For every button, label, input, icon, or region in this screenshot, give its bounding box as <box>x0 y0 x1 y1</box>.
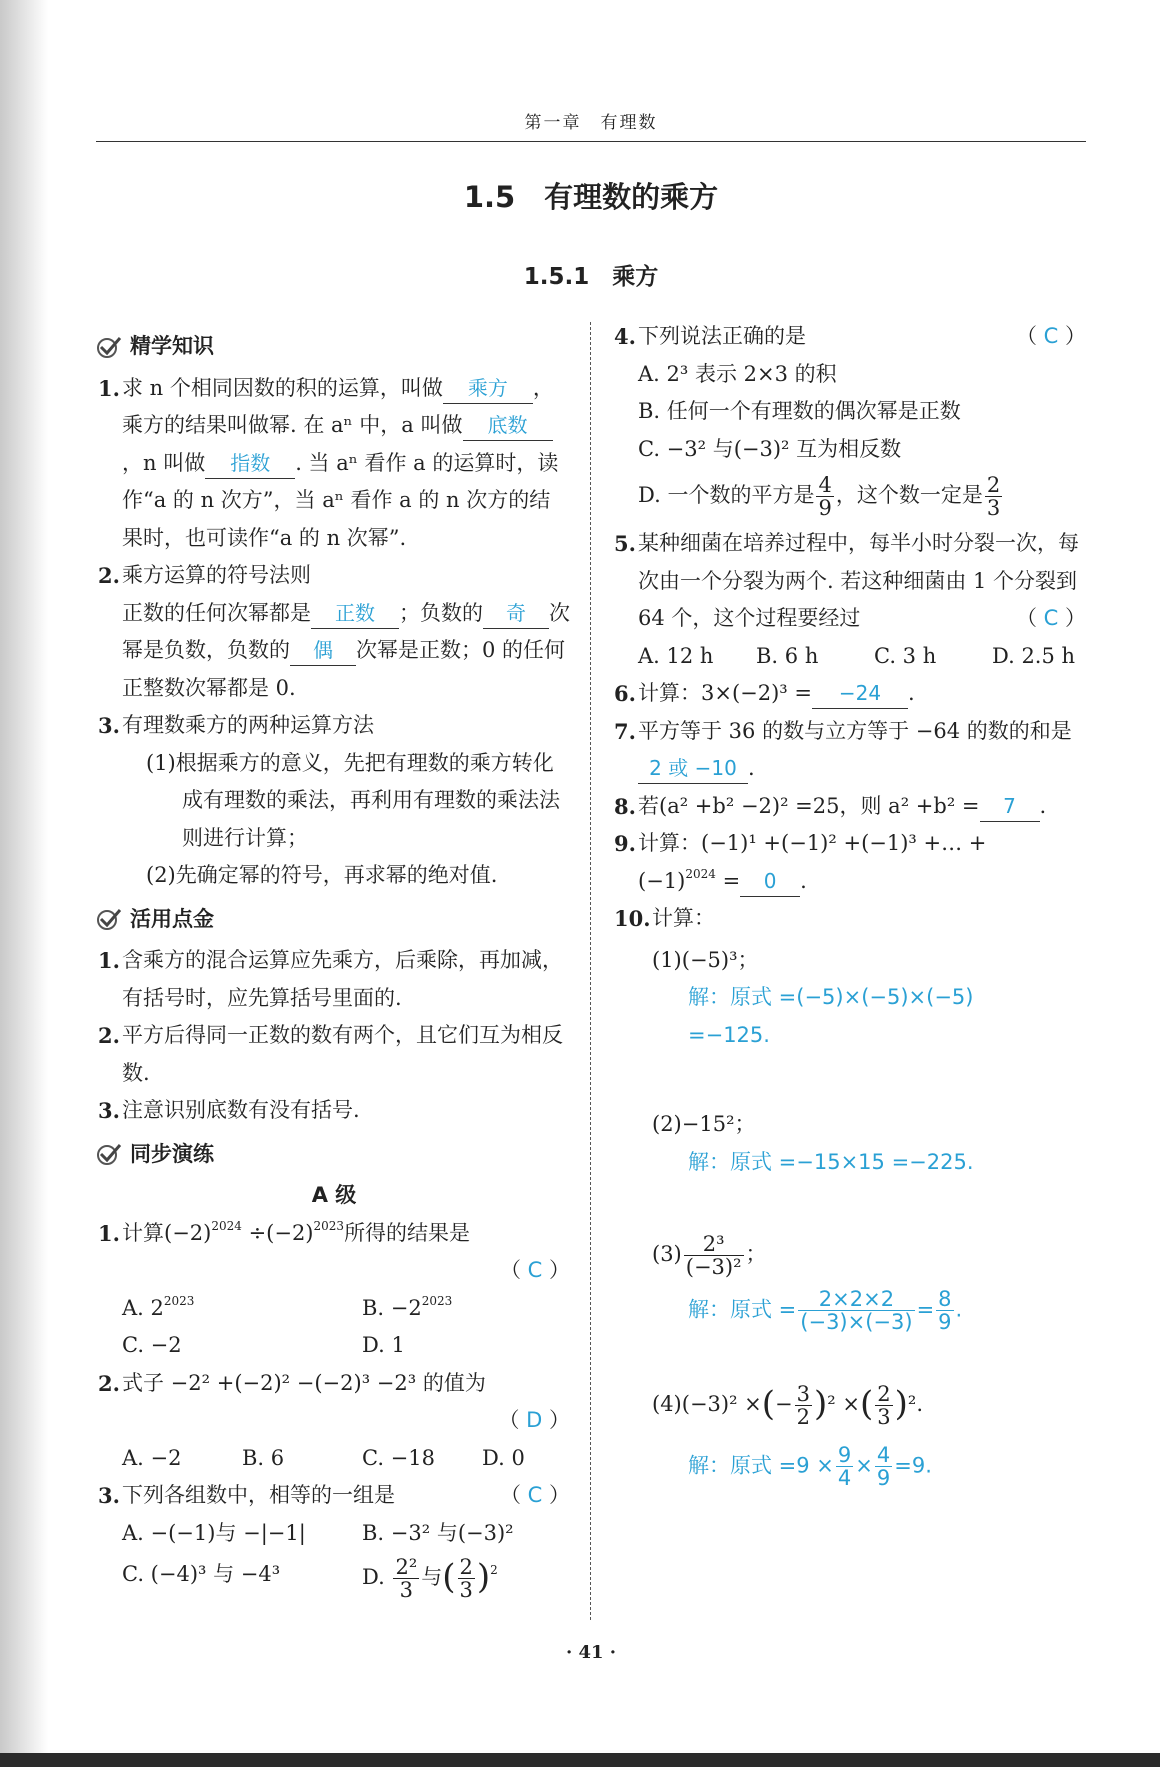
answer-blank: 正数 <box>311 598 399 629</box>
exercise-1: 1. 计算$(-2)^{2024} \div(-2)^{2023}$所得的结果是 （ C ） A. $2^{2023}$ B. $-2^{2023}$ C. −2 D. 1 <box>98 1218 570 1357</box>
answer-blank: 0 <box>740 866 800 897</box>
solution: 解：原式 =−15×15 =−225. <box>688 1149 974 1174</box>
exercise-4: 4. 下列说法正确的是 （ C ） A. 2³ 表示 2×3 的积 B. 任何一个有理数的偶次幂是正数 C. −3² 与(−3)² 互为相反数 D. 一个数的平方是 $\frac{4}{9}$ ，这个数一定是 $\frac{2}{3}$ <box>614 324 1086 520</box>
answer-blank: 指数 <box>205 448 295 479</box>
left-column <box>98 322 570 1601</box>
solution: 解：原式 =9 × $\frac{9}{4}$ × $\frac{4}{9}$ =9. <box>688 1443 932 1490</box>
exercise-3: 3. 下列各组数中，相等的一组是 （ C ） A. −(−1)与 −|−1| B. −3² 与(−3)² C. (−4)³ 与 −4³ D. $\frac{\text{2²}}{3}$ 与( $\frac{2}{3}$ )$^2$ <box>98 1483 570 1602</box>
check-badge-icon <box>96 1142 122 1166</box>
page-shadow-edge <box>0 0 48 1767</box>
section-heading: 精学知识 <box>96 328 570 366</box>
choice-answer: C <box>1043 324 1059 348</box>
solution: 解：原式 = $\frac{2\times 2\times 2}{(-3)\times(-3)}$ = $\frac{8}{9}$ . <box>688 1287 963 1334</box>
answer-blank: −24 <box>812 678 908 709</box>
column-divider <box>590 322 591 1620</box>
answer-blank: 偶 <box>290 635 356 666</box>
answer-blank: 7 <box>980 791 1040 822</box>
exercise-6: 6. 计算：3×(−2)³ = −24 . <box>614 675 1086 713</box>
level-label: A 级 <box>311 1183 357 1207</box>
right-column <box>614 318 1086 1489</box>
choice-answer: C <box>527 1258 543 1282</box>
choice-answer: D <box>526 1408 543 1432</box>
choice-answer: C <box>1043 606 1059 630</box>
subsection-title: 1.5.1 乘方 <box>523 264 659 290</box>
solution: =−125. <box>688 1022 770 1047</box>
section-heading: 活用点金 <box>96 901 570 939</box>
exercise-7: 7. 平方等于 36 的数与立方等于 −64 的数的和是2 或 −10 . <box>614 713 1086 788</box>
answer-blank: 乘方 <box>443 373 533 404</box>
exercise-5: 5. 某种细菌在培养过程中，每半小时分裂一次，每次由一个分裂为两个. 若这种细菌由 1 个分裂到 64 个，这个过程要经过 （ C ） A. 12 h B. 6 h C. 3 h D. 2.5 h <box>614 531 1086 668</box>
tip-item: 2. 平方后得同一正数的数有两个，且它们互为相反数. <box>98 1023 563 1085</box>
bottom-bar <box>0 1753 1160 1767</box>
exercise-8: 8. 若(a² +b² −2)² =25，则 a² +b² = 7 . <box>614 788 1086 826</box>
check-badge-icon <box>96 907 122 931</box>
knowledge-item-1: 1. 求 n 个相同因数的积的运算，叫做 乘方 ，乘方的结果叫做幂. 在 aⁿ 中，a 叫做 底数，n 叫做 指数 . 当 aⁿ 看作 a 的运算时，读作“a 的 n 次方”，当 aⁿ 看作 a 的 n 次方的结果时，也可读作“a 的 n 次幂”. <box>98 370 570 558</box>
knowledge-item-2: 2. 乘方运算的符号法则 正数的任何次幂都是 正数 ；负数的 奇 次幂是负数，负数的 偶 次幂是正数；0 的任何正整数次幂都是 0. <box>98 563 570 700</box>
answer-blank: 2 或 −10 <box>638 753 748 784</box>
chapter-header: 第一章 有理数 <box>524 113 658 133</box>
header-rule <box>96 141 1086 142</box>
knowledge-item-3: 3. 有理数乘方的两种运算方法 (1)根据乘方的意义，先把有理数的乘方转化成有理数的乘法，再利用有理数的乘法法则进行计算； (2)先确定幂的符号，再求幂的绝对值. <box>98 713 560 887</box>
answer-blank: 底数 <box>463 410 553 441</box>
section-heading: 同步演练 <box>96 1136 570 1174</box>
tip-item: 1. 含乘方的混合运算应先乘方，后乘除，再加减，有括号时，应先算括号里面的. <box>98 948 563 1010</box>
solution: 解：原式 =(−5)×(−5)×(−5) <box>688 985 974 1009</box>
section-title: 1.5 有理数的乘方 <box>463 180 719 214</box>
page-number: · 41 · <box>565 1642 617 1663</box>
check-badge-icon <box>96 335 122 359</box>
exercise-10: 10. 计算： (1)(−5)³； 解：原式 =(−5)×(−5)×(−5) =−125. (2)−15²； 解：原式 =−15×15 =−225. (3) $\frac{\text{2³}}{\text{(−3)²}}$ ； 解：原式 = $\frac{2\times 2\times 2}{(-3)\times(-3)}$ = $\frac{8}{9}$ . (4)(−3)² ×(− $\frac{3}{2}$ )² ×( $\frac{2}{3}$ )². 解：原式 =9 × $\frac{9}{4}$ × $\frac{4}{9}$ =9. <box>614 900 1086 1489</box>
exercise-9: 9. 计算：(−1)¹ +(−1)² +(−1)³ +… + $(-1)^{2024} = 0$ . <box>614 825 1086 900</box>
exercise-2: 2. 式子 −2² +(−2)² −(−2)³ −2³ 的值为 （ D ） A. −2 B. 6 C. −18 D. 0 <box>98 1370 570 1470</box>
tip-item: 3. 注意识别底数有没有括号. <box>98 1098 360 1123</box>
choice-answer: C <box>527 1483 543 1507</box>
answer-blank: 奇 <box>483 598 549 629</box>
